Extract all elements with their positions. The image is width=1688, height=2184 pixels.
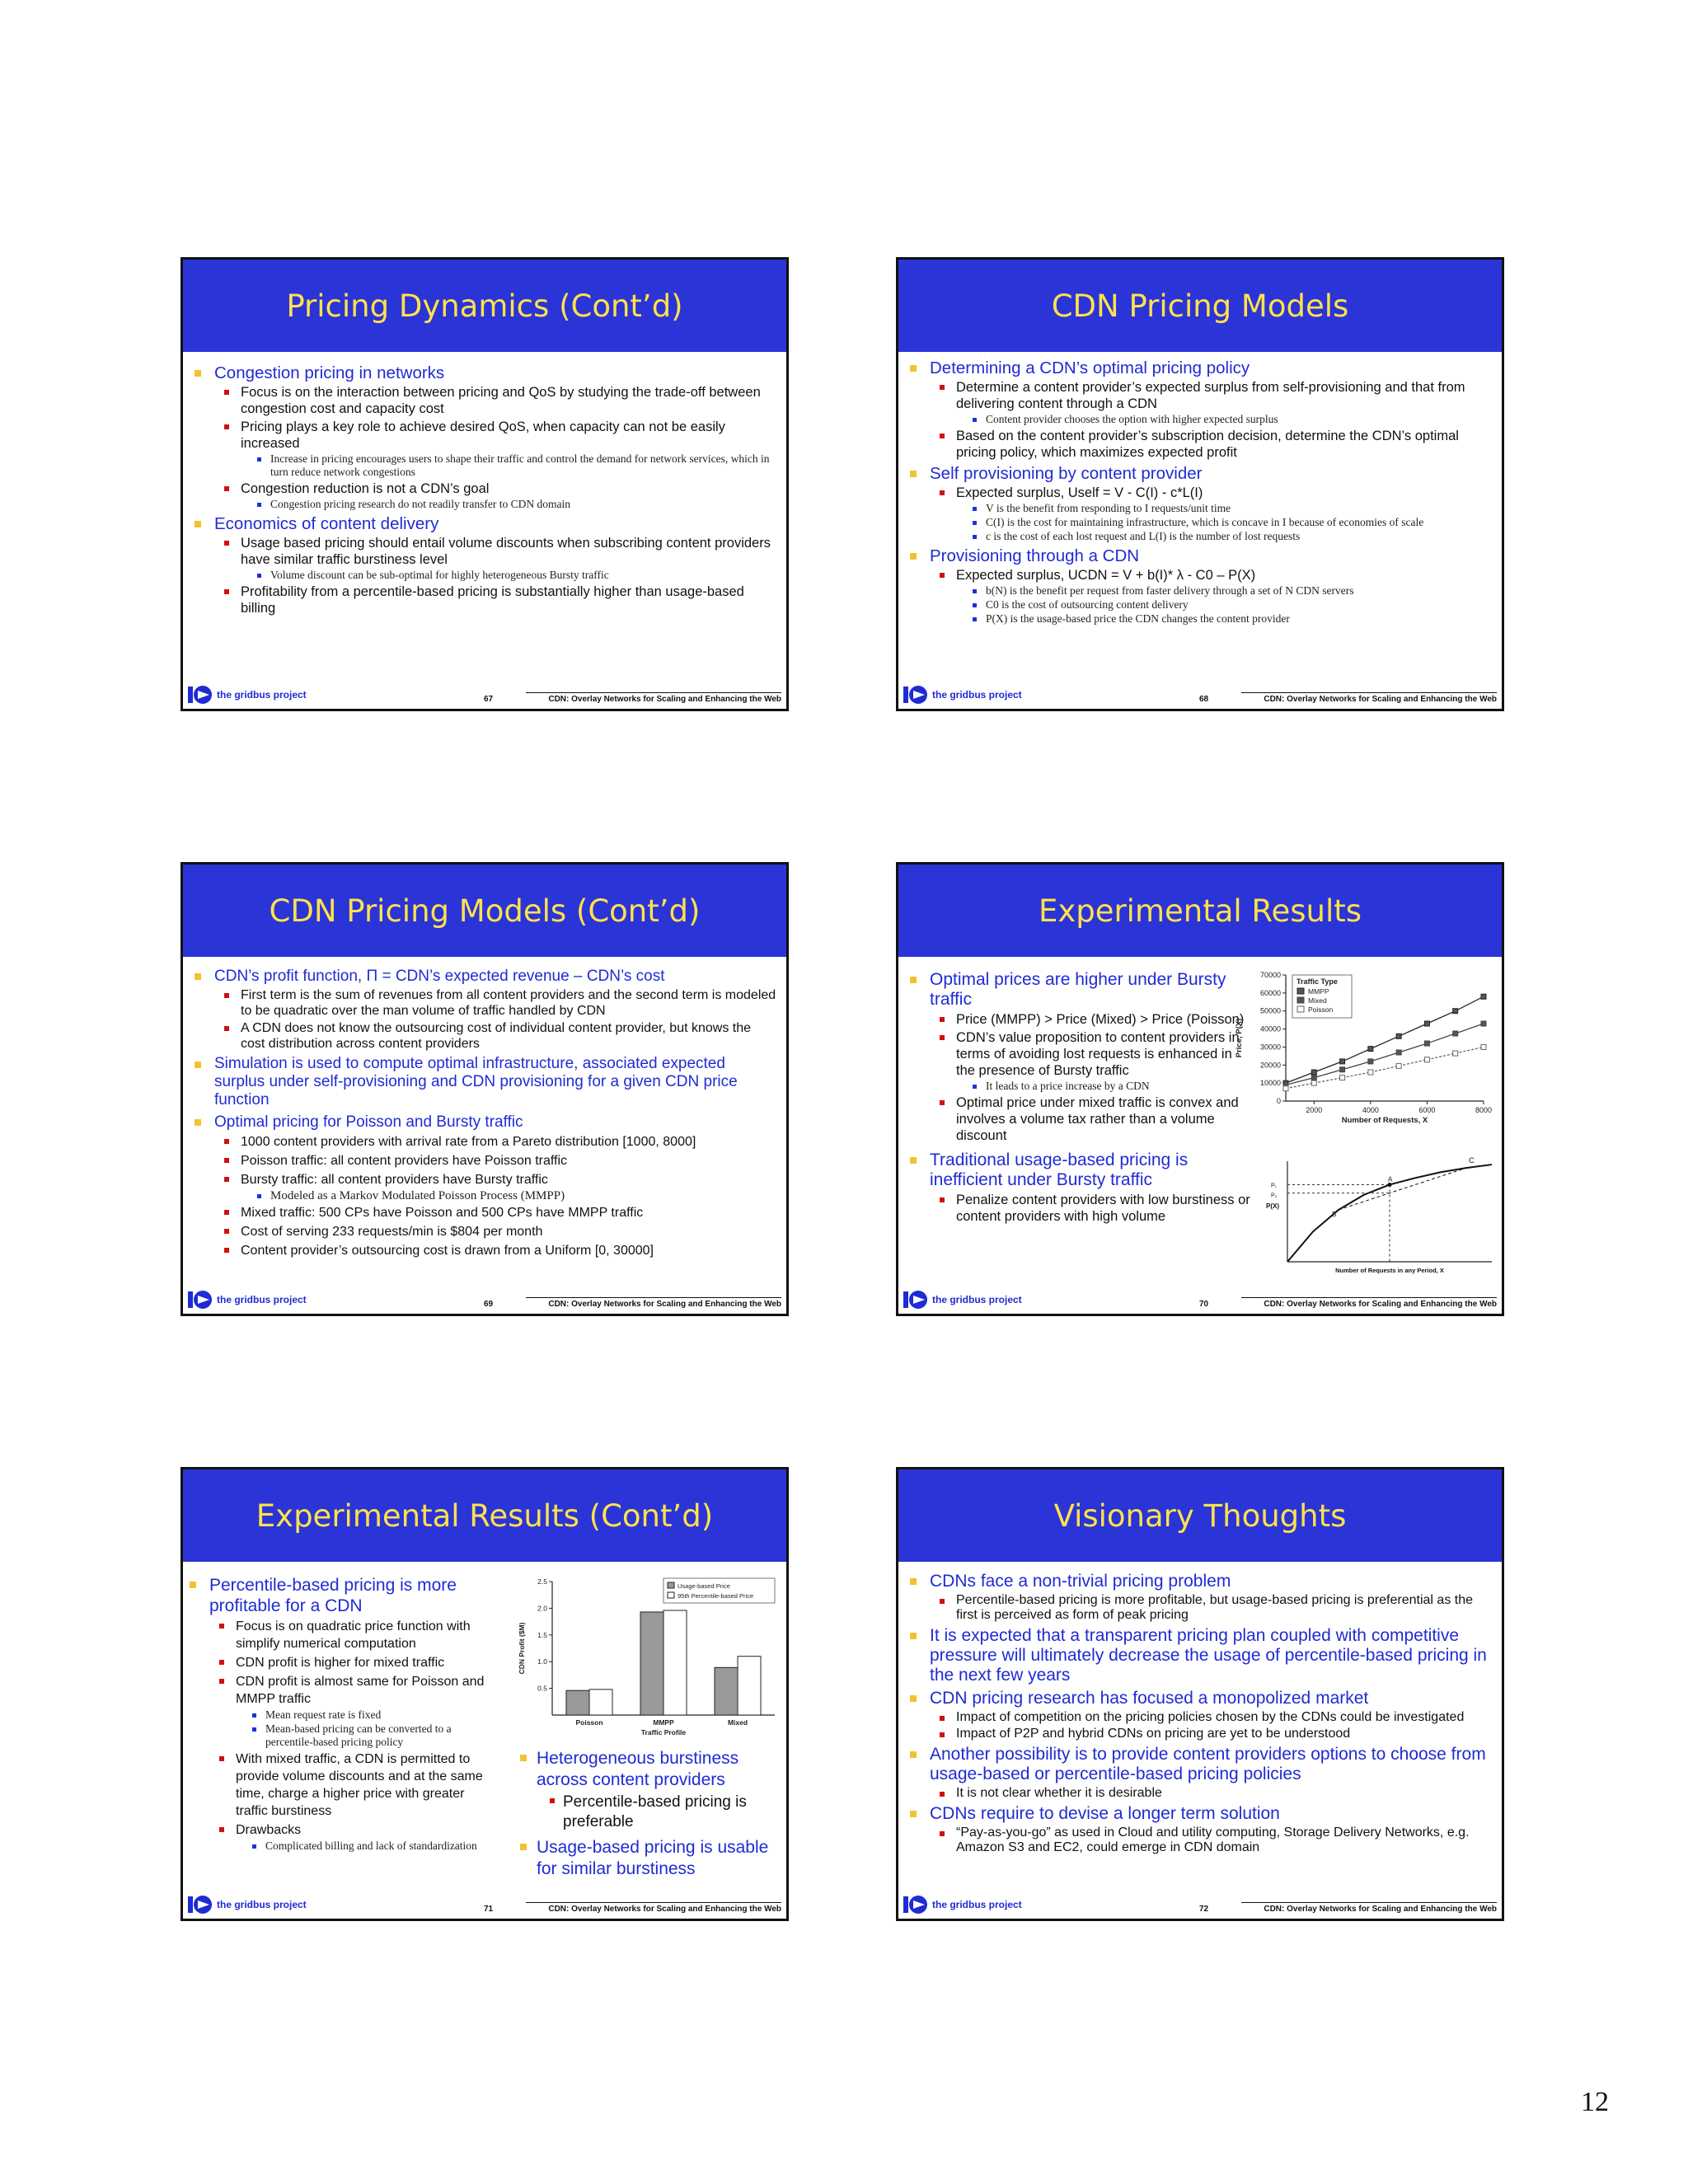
bullet-level2: It is not clear whether it is desirable [907,1786,1493,1801]
price-curve-chart [1261,1146,1500,1282]
bar-mixed [715,1667,738,1715]
slide-71 [181,1467,789,1921]
data-point [1481,1021,1486,1026]
bullet-level2: CDN profit is higher for mixed traffic [186,1654,485,1671]
bullet-level2: Price (MMPP) > Price (Mixed) > Price (Poisson) [907,1011,1254,1028]
data-point [1481,994,1486,999]
legend-label: 95th Percentile-based Price [678,1592,754,1600]
logo-text: the gridbus project [932,689,1022,701]
bullet-level2: Penalize content providers with low burstiness or content providers with high volume [907,1192,1254,1225]
gridbus-logo-icon [188,684,213,705]
bullet-level1: CDNs face a non-trivial pricing problem [907,1572,1493,1591]
slide-72 [896,1467,1504,1921]
bullet-level1: Percentile-based pricing is more profitable for a CDN [186,1575,485,1616]
logo-text: the gridbus project [932,1294,1022,1305]
label-p2: P₂ [1271,1193,1278,1199]
bullet-level3: c is the cost of each lost request and L(I) is the number of lost requests [907,530,1493,543]
bullet-level2: Impact of competition on the pricing policies chosen by the CDNs could be investigated [907,1710,1493,1725]
price-chart [1228,965,1500,1142]
bullet-level3: Content provider chooses the option with higher expected surplus [907,413,1493,426]
slide-title-bar [898,260,1502,352]
data-point [1311,1076,1316,1080]
label-c: C [1469,1156,1475,1165]
y-tick-label: 2.0 [537,1604,547,1613]
legend-swatch [1297,997,1304,1003]
bullet-level2: With mixed traffic, a CDN is permitted to provide volume discounts and at the same time, charge a higher price with greater traffic burstiness [186,1750,485,1820]
data-point [1453,1009,1458,1014]
y-tick-label: 60000 [1259,988,1281,997]
footer-caption: CDN: Overlay Networks for Scaling and Enhancing the Web [1241,1902,1497,1914]
bullet-level2: Focus is on the interaction between pricing and QoS by studying the trade-off between congestion cost and capacity cost [191,384,778,417]
bar-poisson [589,1690,612,1715]
slide-68 [896,257,1504,711]
y-axis-label: P(X) [1266,1202,1279,1210]
bullet-level3: C(I) is the cost for maintaining infrastructure, which is concave in I because of economies of scale [907,516,1493,529]
gridbus-logo [188,684,307,705]
bullet-level2: 1000 content providers with arrival rate from a Pareto distribution [1000, 8000] [191,1133,778,1151]
x-axis-label: Number of Requests, X [1341,1116,1428,1125]
bullet-level1: Traditional usage-based pricing is inefficient under Bursty traffic [907,1151,1254,1190]
chord-line [1339,1168,1466,1210]
data-point [1424,1041,1429,1046]
gridbus-logo [188,1894,307,1915]
logo-text: the gridbus project [217,1899,307,1910]
bullet-level3: Volume discount can be sub-optimal for highly heterogeneous Bursty traffic [191,569,778,582]
bullet-level2: Based on the content provider’s subscription decision, determine the CDN’s optimal pricing policy, which maximizes expected profit [907,428,1493,461]
slide-number: 68 [1199,695,1209,704]
slide-number: 72 [1199,1905,1209,1914]
x-axis-label: Traffic Profile [640,1728,687,1736]
slide-title-bar [898,865,1502,957]
y-tick-label: 30000 [1259,1043,1281,1052]
data-point [1453,1051,1458,1056]
bullet-level1: Optimal pricing for Poisson and Bursty traffic [191,1113,778,1132]
data-point [1396,1050,1401,1055]
slide-title: Visionary Thoughts [1053,1497,1347,1534]
slide-number: 69 [484,1300,494,1309]
bullet-level1: Usage-based pricing is usable for similar burstiness [517,1837,783,1880]
gridbus-logo-icon [903,684,928,705]
y-tick-label: 70000 [1259,971,1281,979]
slide-footer [898,1286,1502,1314]
page-number: 12 [1581,2087,1609,2117]
slide-70 [896,862,1504,1316]
logo-text: the gridbus project [217,689,307,701]
bullet-level3: Congestion pricing research do not readily transfer to CDN domain [191,498,778,511]
bullet-level3: C0 is the cost of outsourcing content delivery [907,598,1493,612]
bullet-list [907,970,1254,1225]
footer-caption: CDN: Overlay Networks for Scaling and Enhancing the Web [1241,1297,1497,1309]
bullet-level1: Simulation is used to compute optimal infrastructure, associated expected surplus under self-provisioning and CDN provisioning for a given CDN price function [191,1055,778,1109]
y-axis-label: CDN Profit ($M) [518,1622,526,1675]
slide-footer [898,1891,1502,1919]
legend-title: Traffic Type [1296,977,1338,986]
legend-swatch [668,1582,674,1588]
logo-text: the gridbus project [217,1294,307,1305]
bullet-level2: Impact of P2P and hybrid CDNs on pricing are yet to be understood [907,1727,1493,1741]
data-point [1311,1080,1316,1085]
data-point [1424,1021,1429,1026]
gridbus-logo-icon [903,1894,928,1915]
bullet-level1: Heterogeneous burstiness across content providers [517,1748,783,1791]
cdn-profit-chart [513,1570,781,1743]
data-point [1396,1033,1401,1038]
data-point [1453,1031,1458,1036]
bullet-level3: Complicated billing and lack of standardization [186,1840,485,1853]
data-point [1481,1044,1486,1049]
slide-title-bar [898,1469,1502,1562]
bullet-level2: Percentile-based pricing is more profitable, but usage-based pricing is preferential as the first is perceived as form of peak pricing [907,1593,1493,1623]
bullet-level1: Another possibility is to provide content providers options to choose from usage-based or percentile-based pricing policies [907,1745,1493,1784]
bar-mmpp [640,1612,663,1715]
bullet-level1: Provisioning through a CDN [907,546,1493,565]
bullet-level1: Optimal prices are higher under Bursty traffic [907,970,1254,1010]
bullet-list [907,359,1493,626]
slide-number: 70 [1199,1300,1209,1309]
footer-caption: CDN: Overlay Networks for Scaling and Enhancing the Web [526,1297,781,1309]
gridbus-logo [903,1289,1022,1310]
slide-title-bar [183,1469,786,1562]
gridbus-logo-icon [903,1289,928,1310]
bullet-list [186,1575,485,1853]
bullet-level1: CDN pricing research has focused a monopolized market [907,1689,1493,1708]
slide-number: 71 [484,1905,494,1914]
bullet-level2: Pricing plays a key role to achieve desired QoS, when capacity can not be easily increased [191,419,778,452]
bullet-level2: First term is the sum of revenues from all content providers and the second term is modeled to be quadratic over the man volume of traffic handled by CDN [191,987,778,1019]
bullet-level2: Congestion reduction is not a CDN’s goal [191,480,778,497]
label-p1: P₁ [1271,1183,1278,1189]
bar-poisson [566,1690,589,1715]
slide-content [191,963,778,1286]
bullet-list [191,967,778,1259]
gridbus-logo-icon [188,1289,213,1310]
data-point [1340,1059,1345,1064]
bullet-level2: A CDN does not know the outsourcing cost of individual content provider, but knows the cost distribution across content providers [191,1020,778,1052]
bullet-level2: Cost of serving 233 requests/min is $804 per month [191,1223,778,1240]
bullet-level2: Bursty traffic: all content providers have Bursty traffic [191,1171,778,1188]
data-point [1340,1076,1345,1080]
bullet-level2: Optimal price under mixed traffic is convex and involves a volume tax rather than a volume discount [907,1094,1254,1144]
legend-label: Usage-based Price [678,1582,730,1590]
slide-content [186,1572,485,1891]
gridbus-logo [903,1894,1022,1915]
label-a: A [1388,1175,1393,1183]
x-tick-label: 8000 [1475,1106,1493,1114]
slide-content [907,1568,1493,1891]
gridbus-logo-icon [188,1894,213,1915]
data-point [1368,1070,1373,1075]
slide-content-right [517,1745,783,1891]
bullet-level1: Congestion pricing in networks [191,363,778,382]
bullet-level1: CDN’s profit function, Π = CDN’s expected revenue – CDN’s cost [191,967,778,986]
bar-mmpp [663,1610,687,1715]
bullet-level3: Modeled as a Markov Modulated Poisson Process (MMPP) [191,1189,778,1202]
slide-footer [183,1891,786,1919]
gridbus-logo [188,1289,307,1310]
bullet-level2: CDN profit is almost same for Poisson and MMPP traffic [186,1673,485,1708]
bullet-level2: Drawbacks [186,1821,485,1839]
x-tick-label: Mixed [727,1718,748,1727]
bullet-level2: Determine a content provider’s expected surplus from self-provisioning and that from delivering content through a CDN [907,379,1493,412]
y-tick-label: 50000 [1259,1006,1281,1015]
x-axis-label: Number of Requests in any Period, X [1335,1267,1444,1274]
legend-swatch [668,1592,674,1598]
x-tick-label: Poisson [575,1718,603,1727]
bullet-level3: Mean request rate is fixed [186,1708,485,1722]
bullet-level2: CDN’s value proposition to content providers in terms of avoiding lost requests is enhanced in the presence of Bursty traffic [907,1029,1254,1079]
bullet-level2: “Pay-as-you-go” as used in Cloud and utility computing, Storage Delivery Networks, e.g. Amazon S3 and EC2, could emerge in CDN domain [907,1825,1493,1855]
y-tick-label: 1.5 [537,1630,547,1639]
x-tick-label: 2000 [1306,1106,1323,1114]
data-point [1368,1059,1373,1064]
slide-69 [181,862,789,1316]
bullet-list [907,1572,1493,1855]
slide-67 [181,257,789,711]
bullet-level2: Expected surplus, UCDN = V + b(I)* λ - C0 – P(X) [907,567,1493,583]
y-axis-label: Price, P(X) [1235,1018,1244,1058]
bullet-level1: Determining a CDN’s optimal pricing policy [907,359,1493,377]
bullet-level3: Increase in pricing encourages users to shape their traffic and control the demand for network services, which in turn reduce network congestions [191,452,778,479]
bullet-list [191,363,778,616]
footer-caption: CDN: Overlay Networks for Scaling and Enhancing the Web [526,1902,781,1914]
bullet-level2: Percentile-based pricing is preferable [517,1793,783,1832]
label-b: B [1332,1210,1337,1218]
y-tick-label: 1.0 [537,1657,547,1666]
bullet-level3: V is the benefit from responding to I requests/unit time [907,502,1493,515]
y-tick-label: 20000 [1259,1061,1281,1070]
legend-label: MMPP [1308,987,1329,996]
data-point [1396,1063,1401,1068]
bullet-level2: Expected surplus, Uself = V - C(I) - c*L(I) [907,485,1493,501]
slide-title-bar [183,865,786,957]
y-tick-label: 10000 [1259,1079,1281,1088]
slide-title-bar [183,260,786,352]
bullet-level1: CDNs require to devise a longer term solution [907,1804,1493,1824]
data-point [1311,1070,1316,1075]
y-tick-label: 0.5 [537,1684,547,1693]
point-a [1388,1183,1392,1187]
logo-text: the gridbus project [932,1899,1022,1910]
bullet-level2: Mixed traffic: 500 CPs have Poisson and 500 CPs have MMPP traffic [191,1204,778,1221]
bullet-level3: It leads to a price increase by a CDN [907,1080,1254,1093]
slide-content [191,360,778,681]
bullet-level1: It is expected that a transparent pricing plan coupled with competitive pressure will ultimately decrease the usage of percentile-based pricing in the next few years [907,1626,1493,1685]
slide-footer [183,1286,786,1314]
slide-title: Experimental Results (Cont’d) [256,1497,714,1534]
bullet-level1: Economics of content delivery [191,514,778,533]
bullet-level3: Mean-based pricing can be converted to a percentile-based pricing policy [186,1722,485,1749]
bullet-level2: Profitability from a percentile-based pricing is substantially higher than usage-based billing [191,583,778,616]
bullet-list [517,1748,783,1880]
slide-title: CDN Pricing Models (Cont’d) [269,893,701,929]
slide-content [907,967,1254,1286]
bullet-level3: P(X) is the usage-based price the CDN changes the content provider [907,612,1493,626]
legend-label: Mixed [1308,996,1327,1005]
slide-number: 67 [484,695,494,704]
slide-content [907,355,1493,681]
bullet-level2: Focus is on quadratic price function with simplify numerical computation [186,1618,485,1652]
x-tick-label: 6000 [1418,1106,1436,1114]
bullet-level1: Self provisioning by content provider [907,464,1493,483]
data-point [1340,1067,1345,1072]
legend-swatch [1297,1006,1304,1012]
x-tick-label: MMPP [653,1718,674,1727]
bullet-level2: Content provider’s outsourcing cost is drawn from a Uniform [0, 30000] [191,1242,778,1259]
slide-title: Experimental Results [1038,893,1362,929]
bullet-level2: Poisson traffic: all content providers have Poisson traffic [191,1152,778,1169]
gridbus-logo [903,684,1022,705]
y-tick-label: 40000 [1259,1024,1281,1033]
y-tick-label: 2.5 [537,1577,547,1586]
data-point [1424,1057,1429,1062]
data-point [1368,1047,1373,1052]
y-tick-label: 0 [1276,1097,1281,1105]
bullet-level2: Usage based pricing should entail volume discounts when subscribing content providers have similar traffic burstiness level [191,535,778,568]
legend-swatch [1297,988,1304,994]
slide-footer [183,681,786,709]
footer-caption: CDN: Overlay Networks for Scaling and Enhancing the Web [1241,692,1497,704]
footer-caption: CDN: Overlay Networks for Scaling and Enhancing the Web [526,692,781,704]
slide-footer [898,681,1502,709]
bullet-level3: b(N) is the benefit per request from faster delivery through a set of N CDN servers [907,584,1493,598]
data-point [1283,1086,1288,1091]
bar-mixed [738,1657,761,1715]
x-tick-label: 4000 [1362,1106,1379,1114]
slide-title: CDN Pricing Models [1051,288,1349,324]
legend-label: Poisson [1308,1005,1334,1014]
slide-title: Pricing Dynamics (Cont’d) [286,288,683,324]
